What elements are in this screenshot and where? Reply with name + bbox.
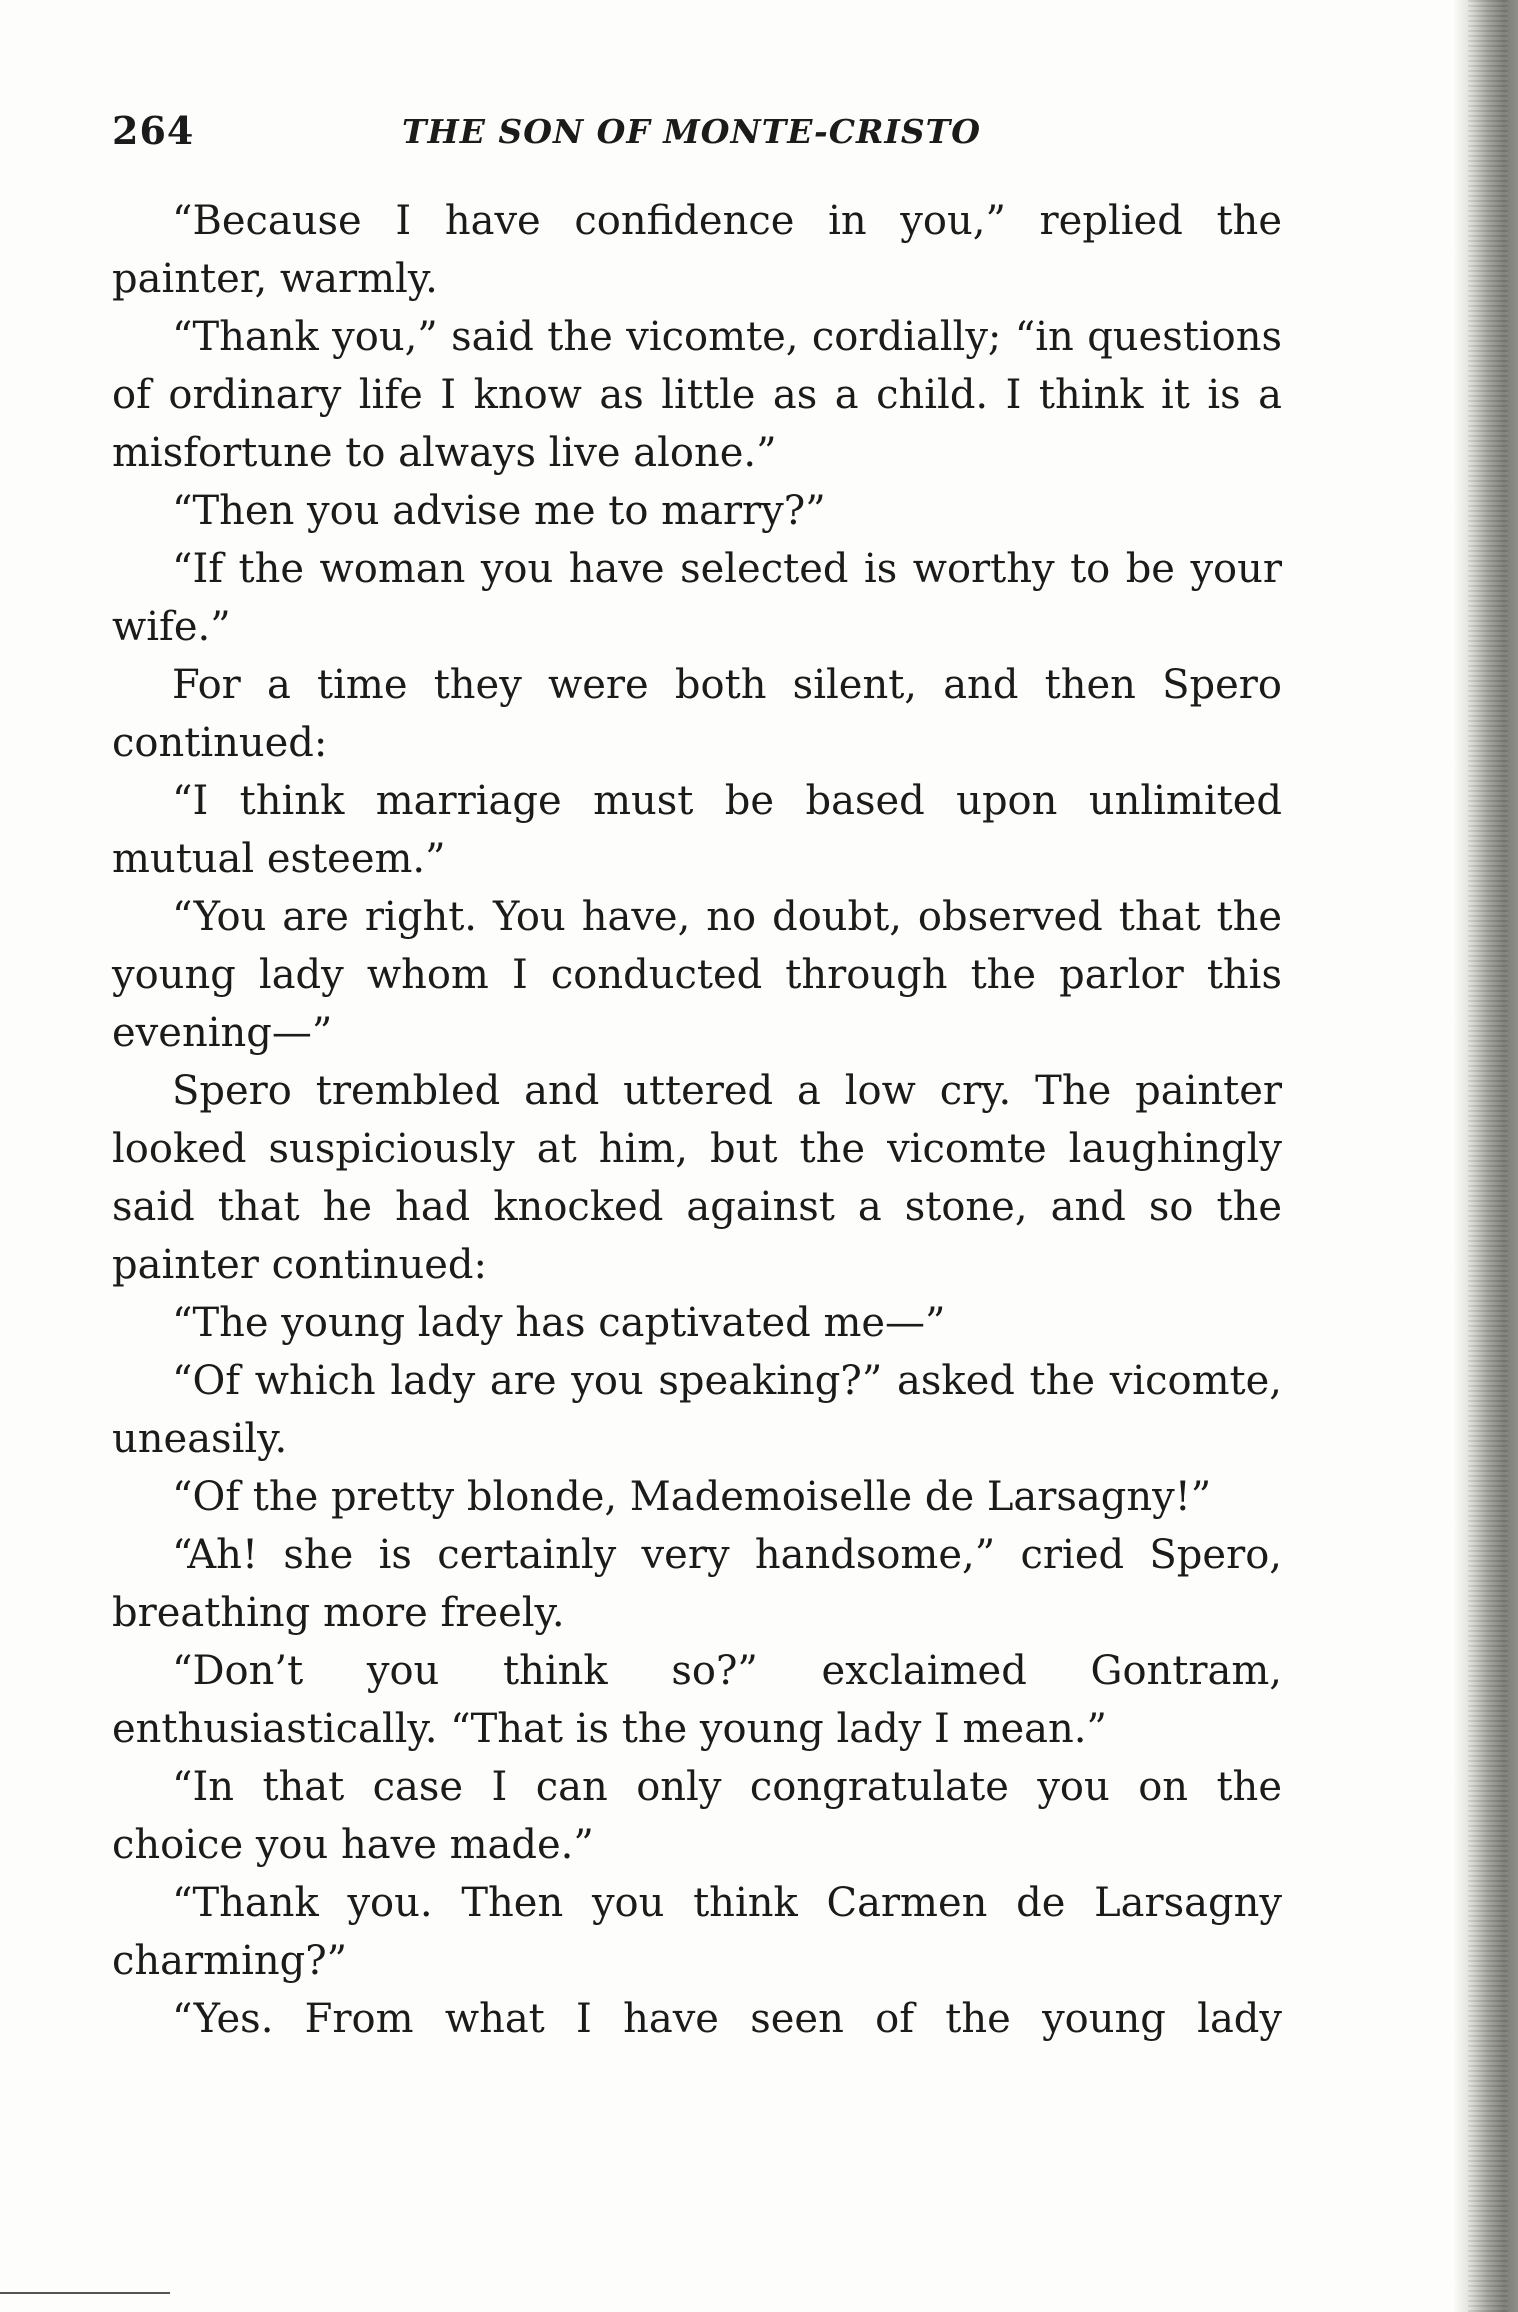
- paragraph: “Of the pretty blonde, Mademoiselle de Larsagny!”: [172, 1474, 1212, 1520]
- paragraph: “The young lady has captivated me—”: [172, 1300, 946, 1346]
- paragraph: “I think marriage must be based upon unlimited mutual esteem.”: [112, 778, 1282, 882]
- paragraph: “If the woman you have selected is worthy to be your wife.”: [112, 546, 1282, 650]
- page-number: 264: [112, 108, 195, 153]
- body-text: [112, 192, 1282, 2048]
- page-edge-grain: [1468, 0, 1508, 2312]
- paragraph: For a time they were both silent, and then Spero continued:: [112, 662, 1282, 766]
- paragraph: Spero trembled and uttered a low cry. The painter looked suspiciously at him, but the vicomte laughingly said that he had knocked against a stone, and so the painter continued:: [112, 1068, 1282, 1288]
- paragraph: “Thank you,” said the vicomte, cordially; “in questions of ordinary life I know as little as a child. I think it is a misfortune to always live alone.”: [112, 314, 1282, 476]
- paragraph: “Of which lady are you speaking?” asked the vicomte, uneasily.: [112, 1358, 1282, 1462]
- book-title: THE SON OF MONTE-CRISTO: [402, 112, 981, 151]
- running-head: [112, 108, 1282, 168]
- paragraph: “Yes. From what I have seen of the young lady: [172, 1996, 1282, 2042]
- paragraph: “Ah! she is certainly very handsome,” cried Spero, breathing more freely.: [112, 1532, 1282, 1636]
- bottom-rule: [0, 2292, 170, 2294]
- paragraph: “Thank you. Then you think Carmen de Larsagny charming?”: [112, 1880, 1282, 1984]
- paragraph: “In that case I can only congratulate you on the choice you have made.”: [112, 1764, 1282, 1868]
- paragraph: “Then you advise me to marry?”: [172, 488, 826, 534]
- paragraph: “Because I have confidence in you,” replied the painter, warmly.: [112, 198, 1282, 302]
- paragraph: “Don’t you think so?” exclaimed Gontram, enthusiastically. “That is the young lady I mean.”: [112, 1648, 1282, 1752]
- paragraph: “You are right. You have, no doubt, observed that the young lady whom I conducted through the parlor this evening—”: [112, 894, 1282, 1056]
